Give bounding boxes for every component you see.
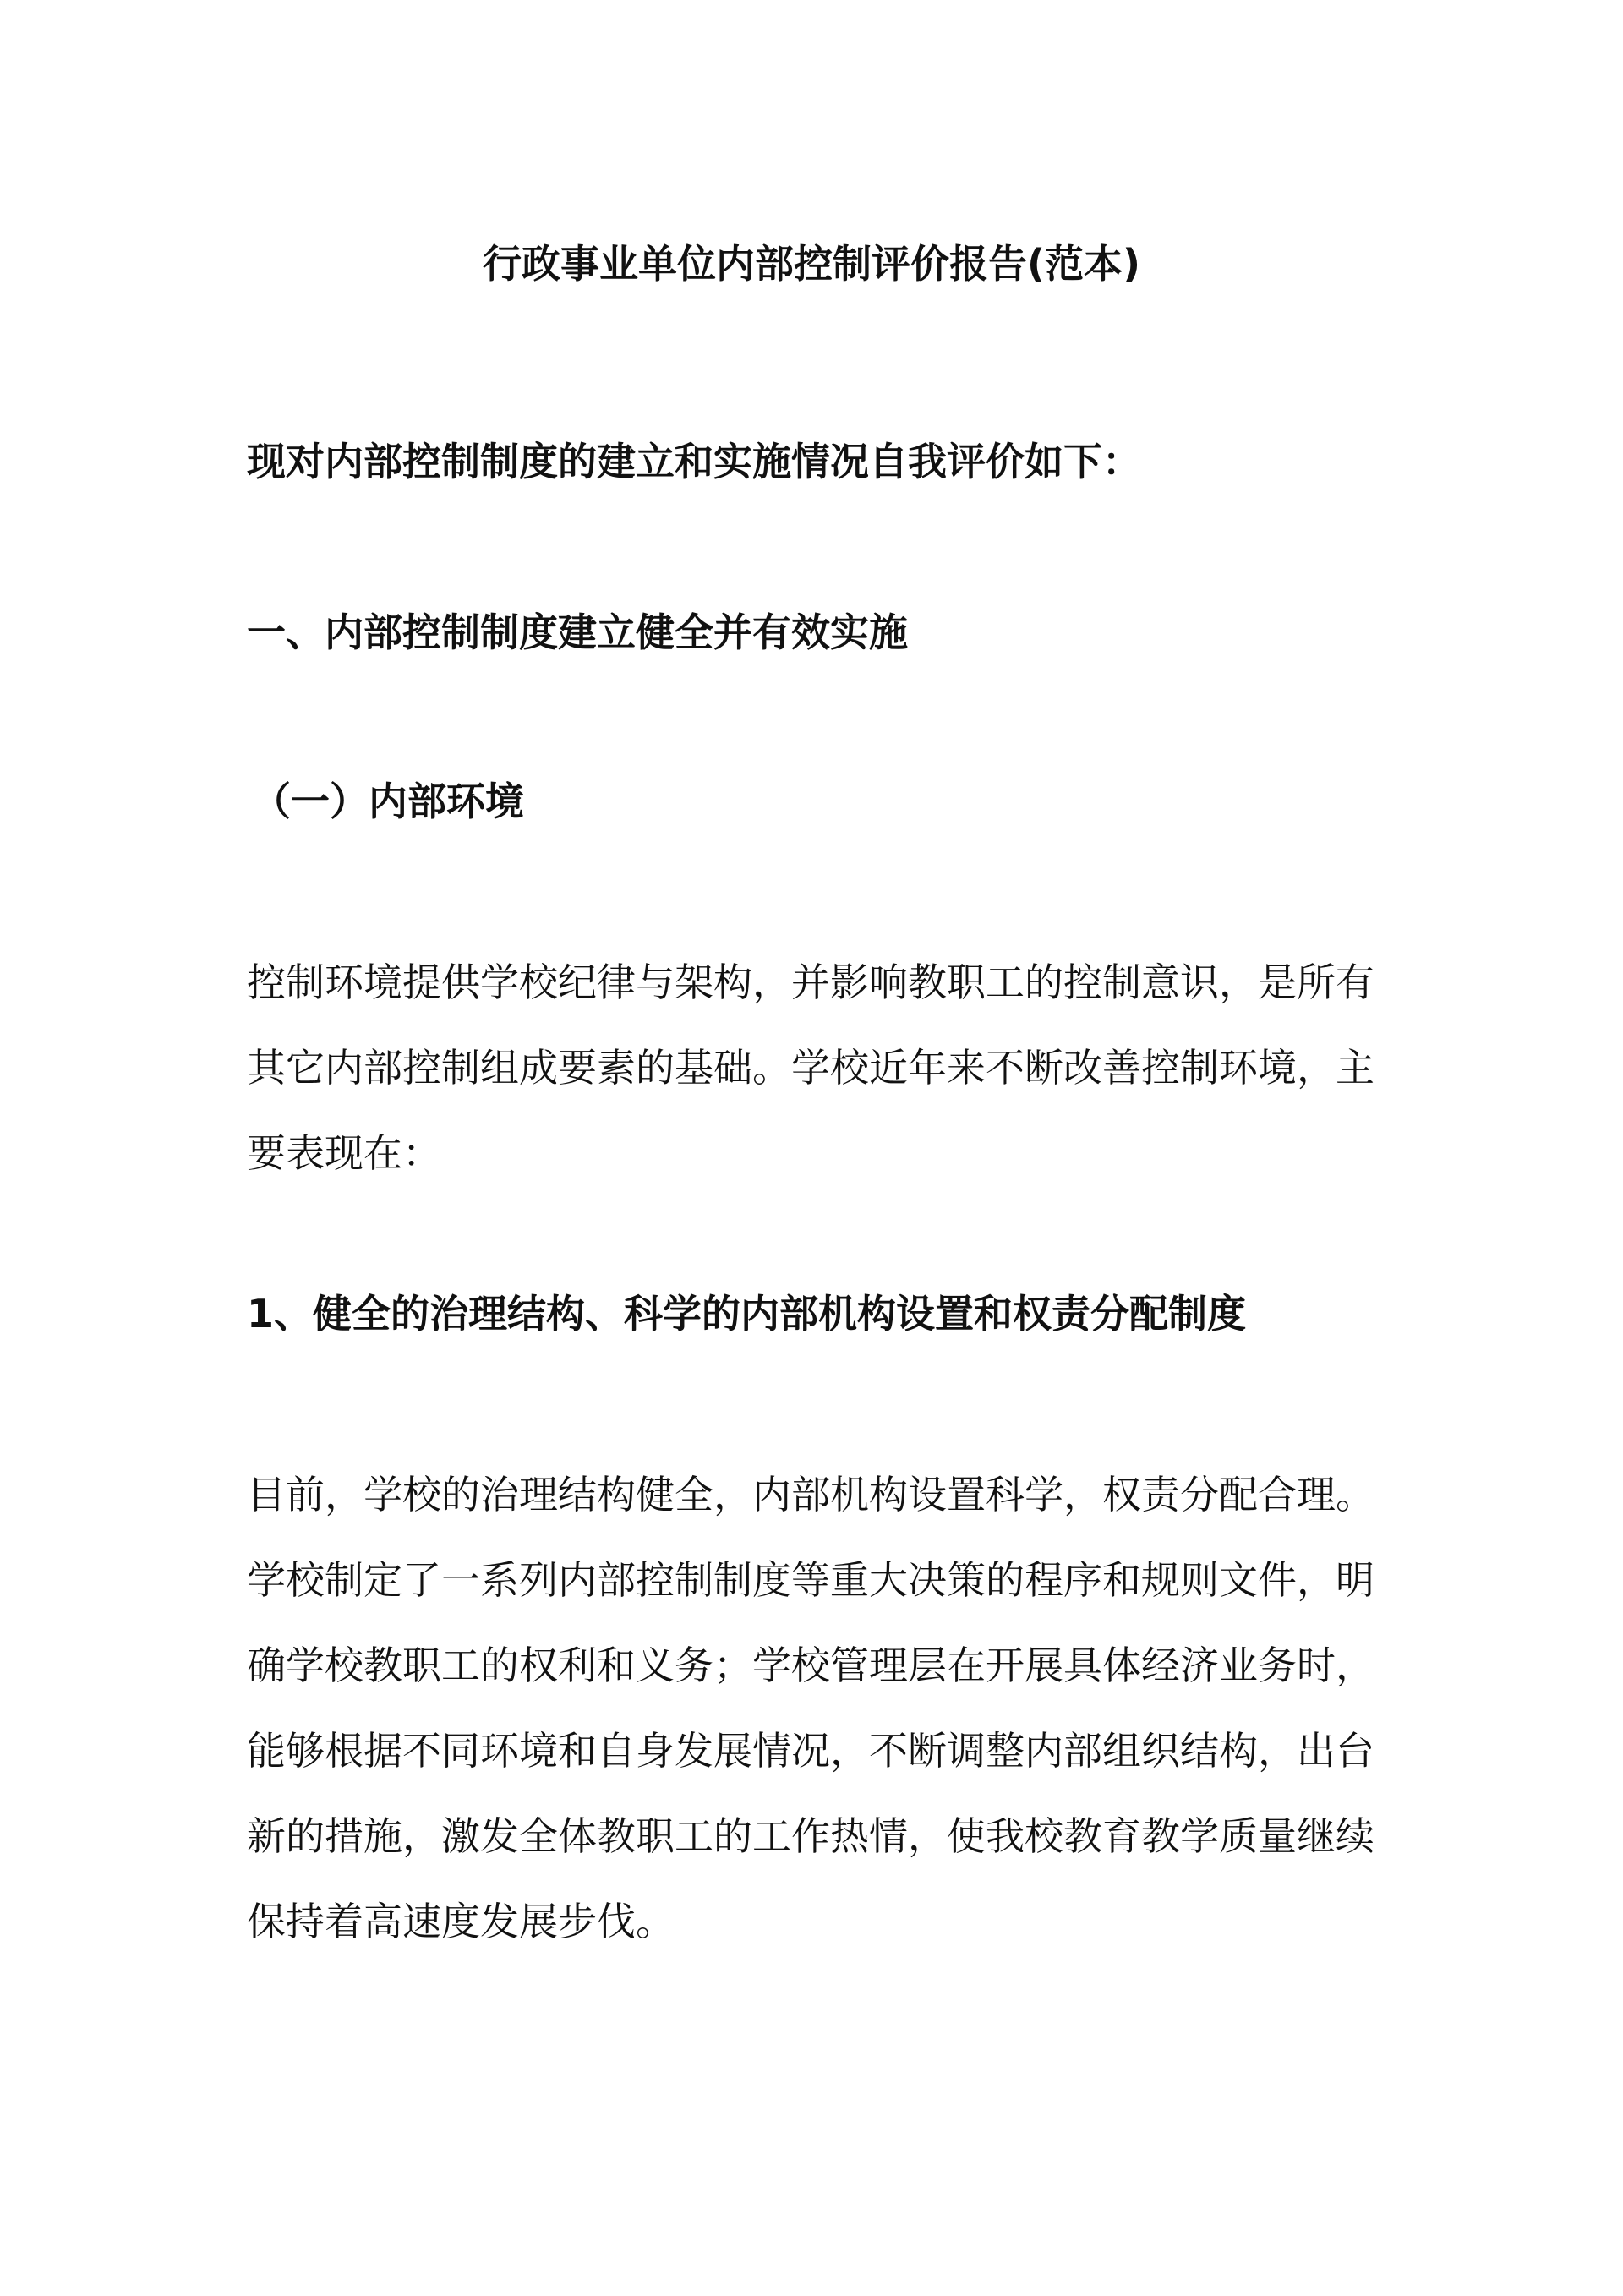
intro-statement: 现对内部控制制度的建立和实施情况自我评价如下： <box>247 439 1141 484</box>
document-title: 行政事业单位内部控制评价报告(范本) <box>482 241 1141 287</box>
subsection-heading: （一）内部环境 <box>252 779 524 824</box>
item-heading: 1、健全的治理结构、科学的内部机构设置和权责分配制度 <box>247 1291 1247 1337</box>
body-paragraph: 目前，学校的治理结构健全，内部机构设置科学，权责分配合理。学校制定了一系列内部控制制度等重大决策的程序和规则文件，明确学校教职工的权利和义务；学校管理层在开展具体经济业务时，能够根据不同环境和自身发展情况，不断调整内部组织结构，出台新的措施，激发全体教职工的工作热情，使我校教育教学质量继续保持着高速度发展步伐。 <box>247 1472 1374 1944</box>
section-heading: 一、内部控制制度建立健全并有效实施 <box>247 610 908 655</box>
body-paragraph: 控制环境提供学校纪律与架构，并影响教职工的控制意识，是所有其它内部控制组成要素的基础。学校近年来不断改善控制环境，主要表现在： <box>247 959 1374 1176</box>
